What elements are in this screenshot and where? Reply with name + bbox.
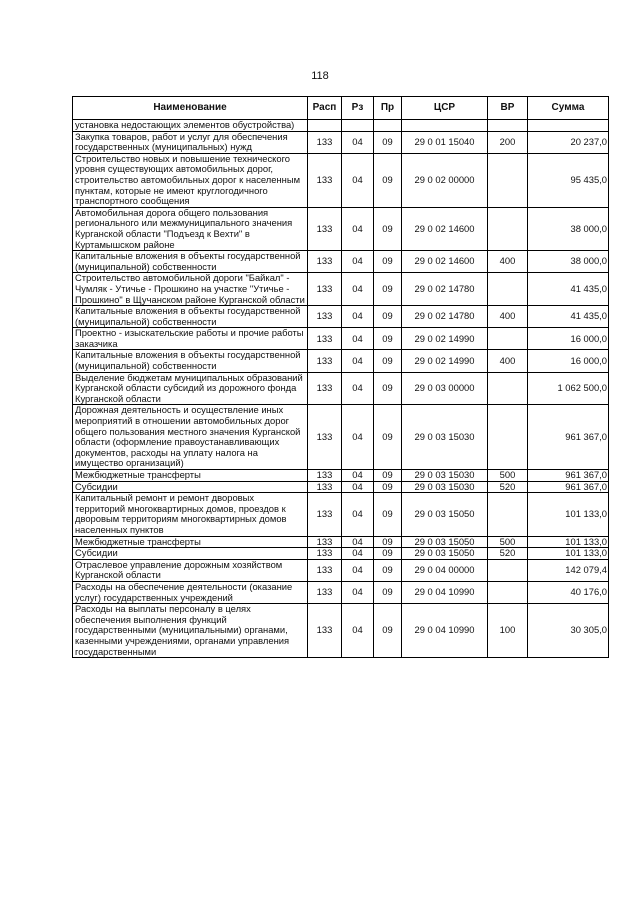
table-row [73, 350, 609, 372]
table-row [73, 131, 609, 153]
cell-csr: 29 0 02 14600 [402, 251, 488, 273]
cell-pr: 09 [374, 581, 402, 603]
cell-rz: 04 [342, 559, 374, 581]
cell-sum: 30 305,0 [528, 604, 609, 658]
cell-sum [528, 120, 609, 132]
cell-vr [488, 405, 528, 470]
cell-pr [374, 120, 402, 132]
cell-name: Автомобильная дорога общего пользования регионального или межмуниципального значения Курганской области "Подъезд к Вехти" в Куртамышском районе [73, 207, 308, 250]
table-row [73, 372, 609, 405]
cell-sum: 41 435,0 [528, 273, 609, 306]
cell-sum: 961 367,0 [528, 470, 609, 482]
cell-sum: 38 000,0 [528, 207, 609, 250]
cell-name: Закупка товаров, работ и услуг для обеспечения государственных (муниципальных) нужд [73, 131, 308, 153]
cell-rasp: 133 [308, 559, 342, 581]
cell-sum: 101 133,0 [528, 493, 609, 536]
cell-csr: 29 0 04 10990 [402, 604, 488, 658]
cell-rz: 04 [342, 251, 374, 273]
cell-csr: 29 0 02 14780 [402, 306, 488, 328]
table-row [73, 481, 609, 493]
cell-name: Межбюджетные трансферты [73, 470, 308, 482]
table-row [73, 493, 609, 536]
cell-rasp: 133 [308, 604, 342, 658]
cell-csr: 29 0 02 14990 [402, 328, 488, 350]
cell-pr: 09 [374, 251, 402, 273]
cell-csr: 29 0 03 15030 [402, 405, 488, 470]
cell-vr: 100 [488, 604, 528, 658]
cell-csr: 29 0 02 14990 [402, 350, 488, 372]
table-row [73, 536, 609, 548]
cell-rasp: 133 [308, 251, 342, 273]
cell-pr: 09 [374, 207, 402, 250]
cell-name: Выделение бюджетам муниципальных образований Курганской области субсидий из дорожного фонда Курганской области [73, 372, 308, 405]
cell-rasp: 133 [308, 470, 342, 482]
cell-vr [488, 559, 528, 581]
cell-rz: 04 [342, 604, 374, 658]
cell-sum: 38 000,0 [528, 251, 609, 273]
cell-sum: 40 176,0 [528, 581, 609, 603]
header-rasp: Расп [308, 97, 342, 120]
cell-rz [342, 120, 374, 132]
cell-vr: 400 [488, 251, 528, 273]
cell-rz: 04 [342, 131, 374, 153]
cell-rasp: 133 [308, 372, 342, 405]
cell-csr: 29 0 04 00000 [402, 559, 488, 581]
cell-vr: 520 [488, 481, 528, 493]
cell-pr: 09 [374, 328, 402, 350]
cell-name: Проектно - изыскательские работы и прочие работы заказчика [73, 328, 308, 350]
cell-pr: 09 [374, 131, 402, 153]
cell-rasp: 133 [308, 207, 342, 250]
cell-csr: 29 0 03 15050 [402, 548, 488, 560]
cell-name: Субсидии [73, 548, 308, 560]
budget-table [72, 96, 609, 658]
cell-csr: 29 0 03 00000 [402, 372, 488, 405]
cell-rz: 04 [342, 306, 374, 328]
cell-pr: 09 [374, 350, 402, 372]
cell-vr [488, 372, 528, 405]
cell-rasp: 133 [308, 131, 342, 153]
cell-sum: 961 367,0 [528, 481, 609, 493]
cell-vr: 400 [488, 350, 528, 372]
cell-sum: 16 000,0 [528, 350, 609, 372]
cell-name: Капитальный ремонт и ремонт дворовых территорий многоквартирных домов, проездов к дворовым территориям многоквартирных домов населенных пунктов [73, 493, 308, 536]
table-row [73, 548, 609, 560]
cell-sum: 142 079,4 [528, 559, 609, 581]
cell-sum: 95 435,0 [528, 153, 609, 207]
cell-rz: 04 [342, 481, 374, 493]
cell-pr: 09 [374, 481, 402, 493]
cell-rasp: 133 [308, 350, 342, 372]
cell-pr: 09 [374, 273, 402, 306]
cell-pr: 09 [374, 372, 402, 405]
cell-pr: 09 [374, 405, 402, 470]
table-row [73, 306, 609, 328]
cell-csr [402, 120, 488, 132]
table-row [73, 120, 609, 132]
cell-csr: 29 0 03 15050 [402, 536, 488, 548]
page-number: 118 [311, 70, 329, 82]
cell-rasp: 133 [308, 481, 342, 493]
cell-rasp [308, 120, 342, 132]
table-row [73, 251, 609, 273]
table-body [73, 120, 609, 658]
table-row [73, 273, 609, 306]
cell-pr: 09 [374, 604, 402, 658]
cell-rz: 04 [342, 350, 374, 372]
cell-csr: 29 0 03 15050 [402, 493, 488, 536]
cell-rasp: 133 [308, 306, 342, 328]
cell-pr: 09 [374, 536, 402, 548]
cell-sum: 1 062 500,0 [528, 372, 609, 405]
table-row [73, 328, 609, 350]
header-sum: Сумма [528, 97, 609, 120]
cell-csr: 29 0 02 14780 [402, 273, 488, 306]
cell-name: Расходы на выплаты персоналу в целях обеспечения выполнения функций государственными (муниципальными) органами, казенными учреждениями, органами управления государственными [73, 604, 308, 658]
cell-rz: 04 [342, 372, 374, 405]
header-vr: ВР [488, 97, 528, 120]
cell-rz: 04 [342, 328, 374, 350]
cell-vr [488, 493, 528, 536]
table-row [73, 153, 609, 207]
header-csr: ЦСР [402, 97, 488, 120]
cell-rz: 04 [342, 548, 374, 560]
cell-vr [488, 273, 528, 306]
cell-csr: 29 0 03 15030 [402, 481, 488, 493]
cell-vr: 500 [488, 536, 528, 548]
cell-rasp: 133 [308, 581, 342, 603]
cell-vr [488, 581, 528, 603]
cell-rasp: 133 [308, 153, 342, 207]
cell-rz: 04 [342, 470, 374, 482]
table-row [73, 559, 609, 581]
header-name: Наименование [73, 97, 308, 120]
cell-rasp: 133 [308, 536, 342, 548]
cell-pr: 09 [374, 559, 402, 581]
cell-sum: 101 133,0 [528, 548, 609, 560]
cell-name: Расходы на обеспечение деятельности (оказание услуг) государственных учреждений [73, 581, 308, 603]
cell-rz: 04 [342, 273, 374, 306]
cell-pr: 09 [374, 306, 402, 328]
cell-name: Капитальные вложения в объекты государственной (муниципальной) собственности [73, 306, 308, 328]
cell-pr: 09 [374, 470, 402, 482]
cell-sum: 16 000,0 [528, 328, 609, 350]
table-header-row [73, 97, 609, 120]
cell-vr [488, 120, 528, 132]
cell-csr: 29 0 04 10990 [402, 581, 488, 603]
cell-vr [488, 328, 528, 350]
cell-csr: 29 0 02 00000 [402, 153, 488, 207]
cell-name: Отраслевое управление дорожным хозяйством Курганской области [73, 559, 308, 581]
cell-rasp: 133 [308, 328, 342, 350]
cell-sum: 20 237,0 [528, 131, 609, 153]
cell-pr: 09 [374, 153, 402, 207]
cell-pr: 09 [374, 548, 402, 560]
cell-name: Капитальные вложения в объекты государственной (муниципальной) собственности [73, 251, 308, 273]
cell-name: Дорожная деятельность и осуществление иных мероприятий в отношении автомобильных дорог общего пользования местного значения Курганской области (оформление правоустанавливающих документов, расходы на уплату налога на имущество организаций) [73, 405, 308, 470]
cell-name: установка недостающих элементов обустройства) [73, 120, 308, 132]
cell-rz: 04 [342, 153, 374, 207]
cell-rasp: 133 [308, 548, 342, 560]
cell-vr: 200 [488, 131, 528, 153]
cell-rz: 04 [342, 207, 374, 250]
cell-vr [488, 153, 528, 207]
cell-rasp: 133 [308, 405, 342, 470]
cell-vr: 400 [488, 306, 528, 328]
header-pr: Пр [374, 97, 402, 120]
cell-rasp: 133 [308, 273, 342, 306]
cell-csr: 29 0 03 15030 [402, 470, 488, 482]
cell-name: Субсидии [73, 481, 308, 493]
cell-csr: 29 0 01 15040 [402, 131, 488, 153]
table-row [73, 207, 609, 250]
cell-name: Строительство новых и повышение технического уровня существующих автомобильных дорог, строительство автомобильных дорог к населенным пунктам, которые не имеют круглогодичного транспортного сообщения [73, 153, 308, 207]
cell-name: Капитальные вложения в объекты государственной (муниципальной) собственности [73, 350, 308, 372]
cell-rz: 04 [342, 581, 374, 603]
cell-csr: 29 0 02 14600 [402, 207, 488, 250]
cell-rz: 04 [342, 493, 374, 536]
cell-name: Межбюджетные трансферты [73, 536, 308, 548]
table-row [73, 405, 609, 470]
cell-sum: 961 367,0 [528, 405, 609, 470]
table-row [73, 470, 609, 482]
cell-rz: 04 [342, 405, 374, 470]
cell-vr: 520 [488, 548, 528, 560]
header-rz: Рз [342, 97, 374, 120]
cell-vr: 500 [488, 470, 528, 482]
cell-vr [488, 207, 528, 250]
cell-sum: 101 133,0 [528, 536, 609, 548]
cell-pr: 09 [374, 493, 402, 536]
table-row [73, 581, 609, 603]
table-row [73, 604, 609, 658]
cell-name: Строительство автомобильной дороги "Байкал" - Чумляк - Утичье - Прошкино на участке "Утичье - Прошкино" в Щучанском районе Курганской области [73, 273, 308, 306]
cell-sum: 41 435,0 [528, 306, 609, 328]
cell-rz: 04 [342, 536, 374, 548]
cell-rasp: 133 [308, 493, 342, 536]
